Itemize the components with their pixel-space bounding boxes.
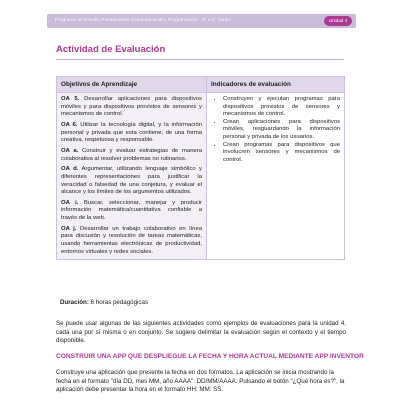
duration-value: 6 horas pedagógicas [88, 299, 149, 306]
indicators-cell [207, 93, 345, 260]
objective-code: OA j. [61, 225, 77, 232]
indicator-item: • Crean programas para dispositivos que involucren sensores y mecanismos de control. [223, 142, 340, 165]
table-row [57, 93, 345, 260]
activity-heading: CONSTRUIR UNA APP QUE DESPLIEGUE LA FECHA Y HORA ACTUAL MEDIANTE APP INVENTOR [56, 353, 364, 360]
objectives-cell [57, 93, 207, 260]
objective-text: Construir y evaluar estrategias de manera colaborativa al resolver problemas no rutinarios. [61, 147, 202, 162]
objective-text: Desarrollar aplicaciones para dispositivos móviles y para dispositivos provistos de sensores y mecanismos de control. [61, 96, 203, 118]
objective-code: OA 6. [61, 121, 78, 128]
objective-item [61, 122, 202, 145]
section-title: Actividad de Evaluación [56, 44, 166, 55]
objective-item [61, 148, 202, 163]
objective-item [61, 166, 202, 196]
objective-text: Utilizar la tecnología digital, y la información personal y privada que esta contiene, de una forma creativa, respetuosa y responsable. [61, 121, 203, 144]
intro-paragraph: Se puede usar algunas de las siguientes actividades como ejemplos de evaluaciones para la unidad 4, cada una por sí misma o en conjunto. Se sugiere delimitar la evaluación según el contexto y el tiempo disponible. [56, 320, 346, 344]
objectives-column-header: Objetivos de Aprendizaje [57, 77, 207, 93]
unit-badge: Unidad 4 [324, 16, 352, 26]
objective-code: OA 5. [61, 96, 80, 102]
objective-text: Argumentar, utilizando lenguaje simbólico y diferentes representaciones para justificar la veracidad o falsedad de una conjetura, y evaluar el alcance y los límites de los argumentos utilizados. [61, 166, 202, 196]
objective-item [61, 96, 202, 119]
indicator-item: • Construyen y ejecutan programas para dispositivos provistos de sensores y mecanismos de control. [223, 96, 340, 119]
duration-label: Duración: [60, 299, 89, 306]
program-header-text: Programa de Estudio Pensamiento Computacional y Programación - 3° o 4° medio [55, 17, 231, 22]
objective-item [61, 200, 202, 223]
indicators-column-header: Indicadores de evaluación [207, 77, 345, 93]
table-header-row [57, 77, 345, 93]
activity-description: Construye una aplicación que presente la fecha en dos formatos. La aplicación se inicia mostrando la fecha en el formato "día DD, mes MM, año AAAA": DD/MM/AAAA. Pulsando el botón "¿Qué hora es?", la aplicación debe presentar la hora en el formato HH: MM: SS. [56, 369, 345, 393]
indicator-item: • Crean aplicaciones para dispositivos móviles, resguardando la información personal y privada de los usuarios. [223, 119, 340, 142]
objective-code: OA a. [61, 147, 79, 154]
objective-item [61, 226, 202, 256]
objectives-table [56, 76, 345, 260]
objective-code: OA d. [61, 166, 79, 173]
objective-text: Buscar, seleccionar, manejar y producir información matemática/cuantitativa confiable a través de la web. [61, 199, 202, 222]
objective-text: Desarrollar un trabajo colaborativo en línea para discusión y resolución de tareas matemáticas, usando herramientas electrónicas de productividad, entornos virtuales y redes sociales. [61, 225, 203, 255]
indicators-list [211, 96, 340, 164]
objective-code: OA i. [61, 199, 79, 206]
title-divider [56, 59, 344, 60]
duration-line [60, 299, 148, 306]
document-header-bar [47, 14, 356, 28]
